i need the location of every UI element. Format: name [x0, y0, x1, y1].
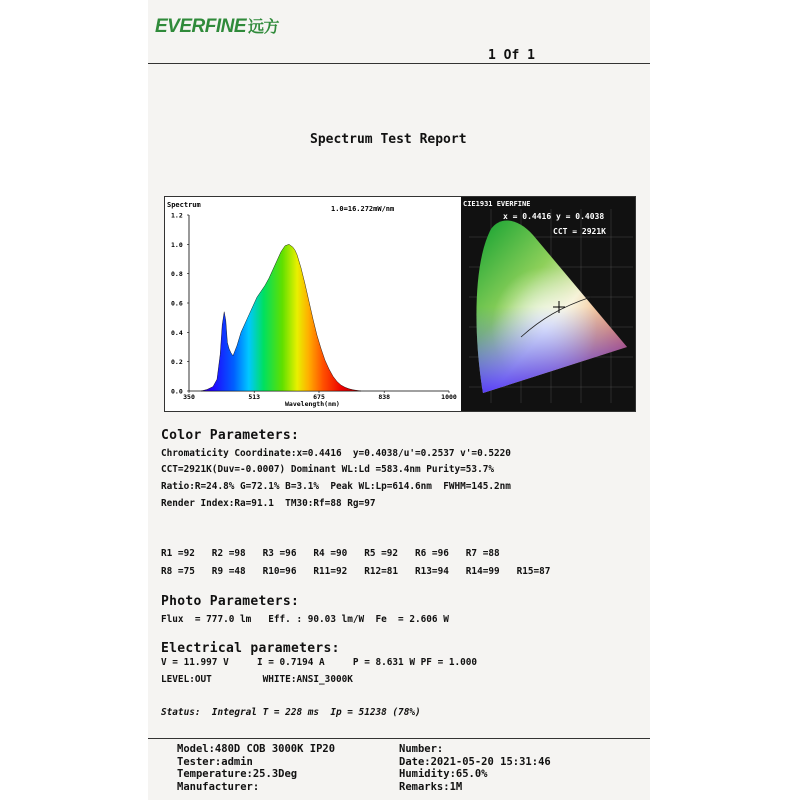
color-param-line: Ratio:R=24.8% G=72.1% B=3.1% Peak WL:Lp=614.6nm FWHM=145.2nm	[161, 481, 511, 492]
footer-manufacturer: Manufacturer:	[177, 780, 260, 793]
spectrum-scale-label: 1.0=16.272mW/nm	[331, 205, 395, 213]
y-tick-label: 1.0	[171, 240, 183, 249]
y-tick-label: 1.2	[171, 211, 183, 220]
y-tick-label: 0.0	[171, 387, 183, 396]
footer-temperature: Temperature:25.3Deg	[177, 768, 298, 780]
footer-date: Date:2021-05-20 15:31:46	[399, 755, 551, 768]
y-tick-label: 0.4	[171, 328, 183, 337]
electrical-param-line-2: LEVEL:OUT WHITE:ANSI_3000K	[161, 674, 353, 685]
page-indicator: 1 Of 1	[488, 48, 535, 63]
x-tick-label: 1000	[441, 393, 457, 401]
color-param-line: CCT=2921K(Duv=-0.0007) Dominant WL:Ld =583.4nm Purity=53.7%	[161, 464, 495, 475]
chart-panel	[164, 196, 636, 412]
photo-param-line: Flux = 777.0 lm Eff. : 90.03 lm/W Fe = 2.606 W	[161, 614, 449, 625]
spectrum-curve	[201, 244, 361, 391]
cie-xy-readout: x = 0.4416 y = 0.4038	[503, 212, 605, 221]
color-parameters-heading: Color Parameters:	[161, 428, 300, 443]
photo-parameters-heading: Photo Parameters:	[161, 594, 300, 609]
footer-right	[399, 743, 551, 793]
footer-divider	[148, 738, 650, 739]
footer-model: Model:480D COB 3000K IP20	[177, 743, 336, 755]
logo-text: EVERFINE	[155, 16, 247, 37]
y-tick-label: 0.6	[171, 299, 183, 308]
x-tick-label: 513	[248, 393, 261, 401]
y-tick-label: 0.8	[171, 270, 183, 279]
footer-left	[177, 743, 335, 793]
x-tick-label: 838	[378, 393, 391, 401]
r-values-row-2: R8 =75 R9 =48 R10=96 R11=92 R12=81 R13=94 R14=99 R15=87	[161, 566, 551, 577]
footer-number: Number:	[399, 743, 444, 755]
header-divider	[148, 63, 650, 64]
spectrum-chart	[165, 197, 459, 411]
cie-cct-readout: CCT = 2921K	[553, 227, 606, 236]
electrical-param-line-1: V = 11.997 V I = 0.7194 A P = 8.631 W PF = 1.000	[161, 657, 478, 668]
x-tick-label: 350	[183, 393, 195, 401]
r-values-row-1: R1 =92 R2 =98 R3 =96 R4 =90 R5 =92 R6 =96 R7 =88	[161, 548, 500, 559]
spectrum-xlabel: Wavelength(nm)	[285, 400, 340, 408]
cie-title: CIE1931 EVERFINE	[463, 200, 531, 208]
footer-tester: Tester:admin	[177, 755, 253, 768]
footer-remarks: Remarks:1M	[399, 780, 463, 793]
spectrum-title: Spectrum	[167, 201, 201, 209]
cie-chart	[461, 197, 635, 411]
y-tick-label: 0.2	[171, 358, 183, 367]
everfine-logo	[155, 14, 279, 38]
footer-humidity: Humidity:65.0%	[399, 768, 488, 780]
color-param-line: Chromaticity Coordinate:x=0.4416 y=0.4038/u'=0.2537 v'=0.5220	[161, 448, 511, 459]
logo-cn-text: 远方	[248, 19, 280, 36]
color-param-line: Render Index:Ra=91.1 TM30:Rf=88 Rg=97	[161, 498, 376, 509]
status-line: Status: Integral T = 228 ms Ip = 51238 (78%)	[161, 707, 421, 718]
electrical-parameters-heading: Electrical parameters:	[161, 641, 340, 656]
report-title: Spectrum Test Report	[310, 132, 467, 147]
x-tick-label: 675	[313, 393, 325, 401]
